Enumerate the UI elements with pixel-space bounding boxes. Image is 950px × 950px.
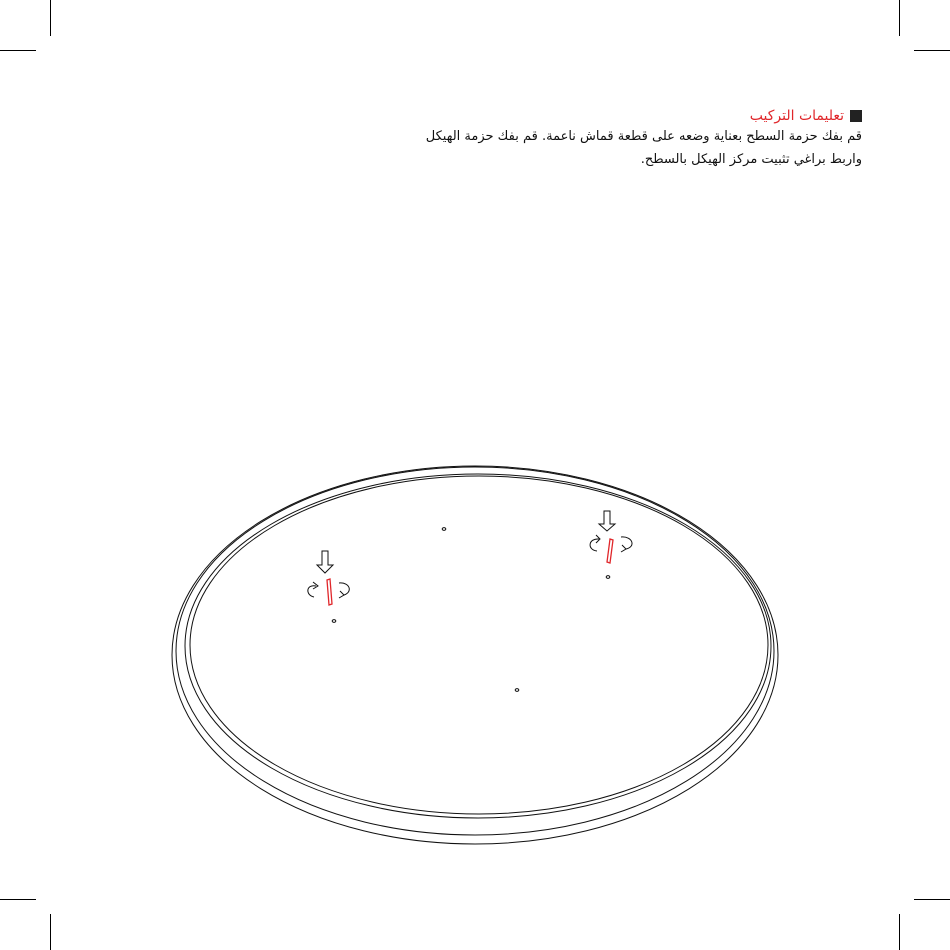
mount-hole-top <box>442 528 446 531</box>
tabletop-outer-edge <box>172 466 778 844</box>
instructions-line-1: قم بفك حزمة السطح بعناية وضعه على قطعة قماش ناعمة. قم بفك حزمة الهيكل <box>425 129 862 144</box>
tabletop-inner-edge-b <box>190 476 768 814</box>
rotate-arrow-icon <box>339 583 349 595</box>
screw-assembly-left <box>308 551 349 605</box>
tabletop-lower-edge <box>176 467 774 835</box>
screw-assembly-right <box>590 511 632 563</box>
down-arrow-icon <box>599 511 615 531</box>
screw-icon <box>607 539 613 563</box>
screw-icon <box>327 579 332 605</box>
rotate-arrow-head-icon <box>621 545 626 552</box>
instructions-line-2: واربط براغي تثبيت مركز الهيكل بالسطح. <box>640 152 862 167</box>
mount-hole-center <box>515 689 519 692</box>
mount-hole-left <box>332 620 336 623</box>
rotate-arrow-head-icon <box>339 591 344 598</box>
mount-hole-right <box>606 576 610 579</box>
down-arrow-icon <box>317 551 333 573</box>
instructions-heading: تعليمات التركيب <box>749 108 844 124</box>
rotate-arrow-icon <box>621 537 632 549</box>
